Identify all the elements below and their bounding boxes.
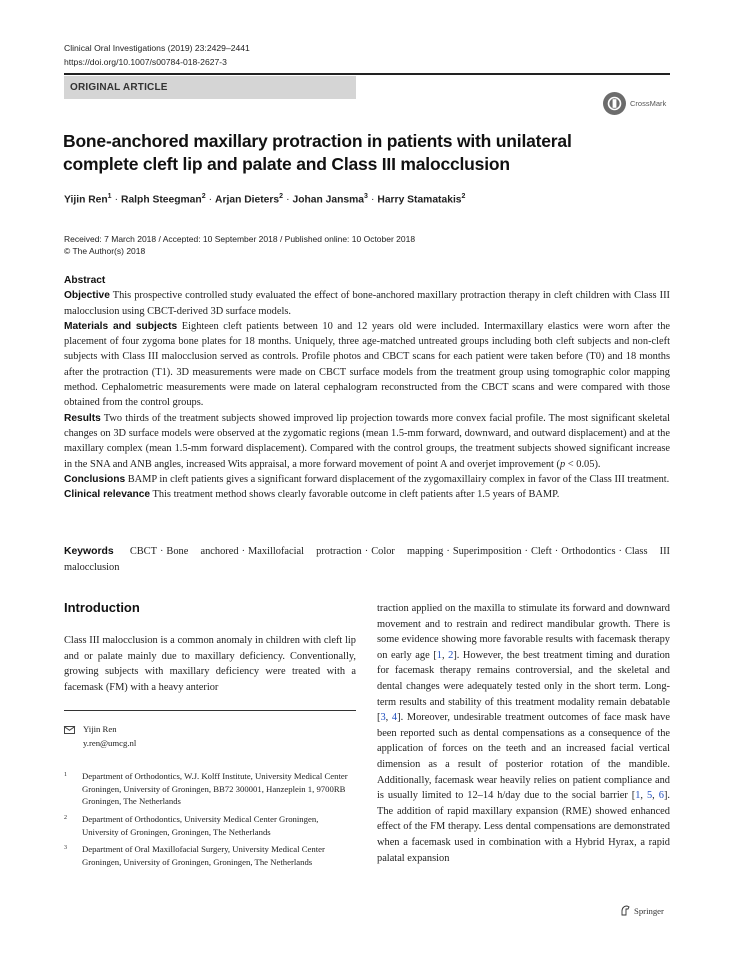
title-line-1: Bone-anchored maxillary protraction in patients with unilateral — [63, 131, 572, 151]
keywords-heading: Keywords — [64, 546, 114, 557]
citation-link[interactable]: 4 — [391, 712, 398, 724]
author-affiliation-mark: 2 — [201, 193, 206, 200]
materials-text: Eighteen cleft patients between 10 and 12 years old were included. Intermaxillary elastics were worn after the placement of four zygoma bone plates for 18 months. Uniquely, three age-matched untreated groups including both cleft subjects and non-cleft subjects with Class III malocclusion served as controls. Profile photos and CBCT scans for each patient were taken before (T0) and 18 months after the protraction (T1). 3D measurements were made on CBCT surface models from the treatment group using tomographic color mapping method. Cephalometric measurements were made on lateral cephalogram reconstructed from the CBCT scans and were compared with those obtained from the control groups. — [64, 320, 670, 409]
crossmark-icon — [603, 92, 626, 115]
conclusions-text: BAMP in cleft patients gives a significant forward displacement of the zygomaxillairy complex in favor of the Class III treatment. — [127, 473, 670, 485]
mail-icon — [64, 726, 75, 734]
clinical-text: This treatment method shows clearly favorable outcome in cleft patients after 1.5 years of BAMP. — [152, 489, 560, 501]
abstract — [64, 273, 670, 502]
citation-link[interactable]: 1 — [635, 790, 641, 802]
abstract-results — [64, 411, 670, 472]
doi-link[interactable]: https://doi.org/10.1007/s00784-018-2627-3 — [64, 56, 227, 67]
article-title — [63, 130, 623, 176]
keyword-item: Cleft — [530, 546, 552, 557]
author-name[interactable]: Ralph Steegman — [121, 194, 202, 206]
keyword-item: CBCT — [129, 546, 157, 557]
author-name[interactable]: Yijin Ren — [64, 194, 108, 206]
affiliation-number: 3 — [64, 845, 67, 851]
materials-heading: Materials and subjects — [64, 320, 178, 332]
publisher-name: Springer — [634, 905, 664, 916]
affiliation-text: Department of Oral Maxillofacial Surgery, University Medical Center Groningen, University of Groningen, Groningen, The Netherlands — [81, 844, 325, 867]
publisher-logo — [620, 905, 664, 916]
abstract-heading: Abstract — [64, 275, 106, 286]
affiliation-text: Department of Orthodontics, W.J. Kolff Institute, University Medical Center Groningen, University of Groningen, BB72 300001, Hanzeplein 1, 9700RB Groningen, The Netherlands — [81, 771, 348, 806]
correspondence — [64, 723, 136, 750]
citation-link[interactable]: 2 — [448, 649, 454, 661]
intro-text: ]. The addition of rapid maxillary expansion (RME) showed enhanced effect of the FM therapy. Less dental compensations are demonstrated when a facemask used in combination with a Hybrid Hyrax, a rapid palatal expansion — [377, 790, 670, 864]
intro-right-paragraph: traction applied on the maxilla to stimulate its forward and downward movement and to restrain and redirect mandibular growth. There is some evidence showing more favorable results with facemask therapy on early age [1, 2]. However, the best treatment timing and duration for facemask therapy remains controversial, and the skeletal and dental changes were adequately tested only in the short term. Long-term results and stability of this treatment modality remain debatable [3, 4]. Moreover, undesirable treatment outcomes of face mask have been reported such as dental compensations as a consequence of the application of forces on the teeth and an increased facial vertical dimension as a result of posterior rotation of the mandible. Additionally, facemask wear heavily relies on patient compliance and is usually limited to 12–14 h/day due to the social barrier [1, 5, 6]. The addition of rapid maxillary expansion (RME) showed enhanced effect of the FM therapy. Less dental compensations are demonstrated when a facemask used in combination with a Hybrid Hyrax, a rapid palatal expansion — [377, 603, 670, 864]
affiliation-item — [64, 770, 356, 808]
journal-header — [64, 42, 250, 69]
author-list — [64, 193, 664, 205]
article-type-bar: ORIGINAL ARTICLE — [64, 76, 356, 99]
intro-text: ]. However, the best treatment timing and duration for facemask therapy remains controversial, and the skeletal and dental changes were adequately tested only in the short term. Long-term results and stability of this treatment modality remain debatable [ — [377, 649, 670, 724]
keyword-separator: · — [524, 546, 528, 557]
abstract-materials — [64, 319, 670, 411]
affiliation-item — [64, 813, 356, 838]
author-affiliation-mark: 1 — [107, 193, 112, 200]
abstract-clinical — [64, 487, 670, 502]
results-text: Two thirds of the treatment subjects showed improved lip projection towards more convex facial profile. The most significant skeletal changes on 3D surface models were observed at the zygomatic regions (mean 1.5-mm forward, downward, and outward displacement) and at the maxillary complex (mean 1.5-mm forward displacement). Compared with the control groups, the treatment subjects showed significant increase in the SNA and ANB angles, increased Wits appraisal, a more forward movement of point A and overjet improvement ( — [64, 412, 670, 470]
keyword-separator: · — [618, 546, 622, 557]
springer-horse-icon — [620, 905, 631, 916]
conclusions-heading: Conclusions — [64, 473, 126, 485]
crossmark-label: CrossMark — [630, 98, 667, 108]
keyword-separator: · — [446, 546, 450, 557]
keywords — [64, 544, 670, 576]
citation-link[interactable]: 3 — [380, 712, 386, 724]
copyright-line: © The Author(s) 2018 — [64, 246, 146, 256]
introduction-heading: Introduction — [64, 600, 140, 615]
dates-line: Received: 7 March 2018 / Accepted: 10 September 2018 / Published online: 10 October 2018 — [64, 234, 416, 244]
clinical-heading: Clinical relevance — [64, 489, 151, 501]
affiliation-number: 2 — [64, 815, 67, 821]
author-affiliation-mark: 2 — [279, 193, 284, 200]
affiliation-item — [64, 843, 356, 868]
keyword-separator: · — [554, 546, 559, 557]
author-affiliation-mark: 2 — [461, 193, 466, 200]
journal-citation: Clinical Oral Investigations (2019) 23:2429–2441 — [64, 43, 250, 53]
author-name[interactable]: Arjan Dieters — [215, 194, 280, 206]
objective-text: This prospective controlled study evaluated the effect of bone-anchored maxillary protraction therapy in cleft children with Class III malocclusion using CBCT-derived 3D surface models. — [64, 290, 670, 317]
citation-link[interactable]: 1 — [436, 649, 442, 661]
keyword-item: Superimposition — [452, 546, 522, 557]
affiliation-number: 1 — [64, 772, 67, 778]
keyword-separator: · — [159, 546, 164, 557]
objective-heading: Objective — [64, 290, 110, 302]
keyword-item: Orthodontics — [561, 546, 616, 557]
citation-link[interactable]: 5 — [646, 790, 653, 802]
keyword-item: Color mapping — [371, 546, 444, 557]
results-heading: Results — [64, 412, 101, 424]
keyword-item: Class III malocclusion — [64, 546, 670, 573]
author-separator: · — [208, 194, 213, 206]
affiliation-text: Department of Orthodontics, University Medical Center Groningen, University of Groningen, Groningen, The Netherlands — [81, 814, 319, 837]
correspondence-name: Yijin Ren — [83, 724, 117, 734]
author-separator: · — [286, 194, 290, 206]
keyword-separator: · — [364, 546, 369, 557]
correspondence-email[interactable]: y.ren@umcg.nl — [83, 737, 137, 748]
intro-text: ]. Moreover, undesirable treatment outcomes of face mask have been reported such as dental compensations as a consequence of the application of forces on the teeth and an increased facial vertical dimension as a result of posterior rotation of the mandible. Additionally, facemask wear heavily relies on patient compliance and is usually limited to 12–14 h/day due to the social barrier [ — [377, 712, 670, 802]
intro-text: traction applied on the maxilla to stimulate its forward and downward movement and to restrain and redirect mandibular growth. There is some evidence showing more favorable results with facemask therapy on early age [ — [377, 603, 670, 661]
citation-link[interactable]: 6 — [658, 790, 664, 802]
header-rule — [64, 73, 670, 75]
author-affiliation-mark: 3 — [364, 193, 368, 200]
abstract-objective — [64, 288, 670, 319]
author-separator: · — [370, 194, 375, 206]
crossmark-badge[interactable] — [603, 90, 673, 116]
title-line-2: complete cleft lip and palate and Class III malocclusion — [63, 154, 510, 174]
abstract-conclusions — [64, 472, 670, 487]
keyword-item: Bone anchored — [166, 546, 239, 557]
publication-dates — [64, 233, 415, 257]
intro-left-paragraph: Class III malocclusion is a common anomaly in children with cleft lip and or palate mainly due to maxillary deficiency. Conventionally, growing subjects with maxillary deficiency were treated with a facemask (FM) with a heavy anterior — [64, 635, 356, 693]
author-separator: · — [114, 194, 119, 206]
footnote-rule — [64, 710, 356, 711]
results-p-symbol: p — [560, 458, 566, 470]
keyword-separator: · — [241, 546, 246, 557]
results-text-end: < 0.05). — [565, 458, 601, 470]
author-name[interactable]: Harry Stamatakis — [377, 194, 462, 206]
author-name[interactable]: Johan Jansma — [292, 194, 365, 206]
keyword-item: Maxillofacial protraction — [248, 546, 362, 557]
